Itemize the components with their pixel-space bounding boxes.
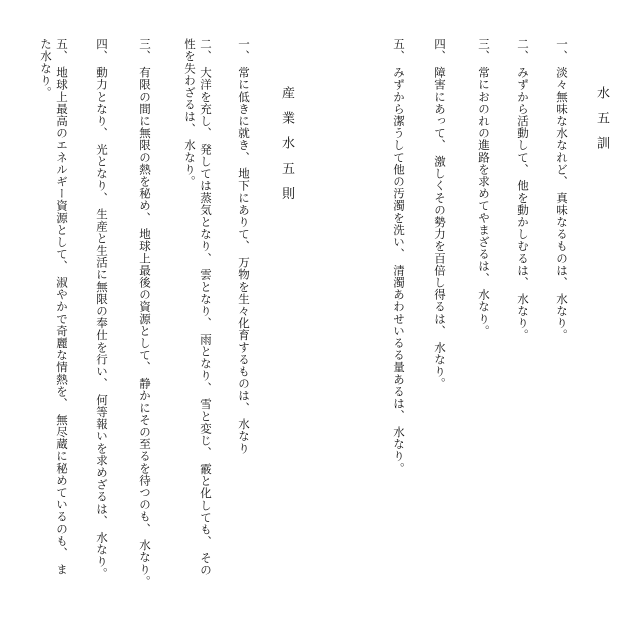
section1-item-5: 五、 みずから潔うして他の汚濁を洗い、 清濁あわせいるる量あるは、 水なり。	[392, 38, 406, 475]
section2-item-4: 四、 動力となり、 光となり、 生産と生活に無限の奉仕を行い、 何等報いを求めざるは、 水なり。	[95, 38, 109, 580]
section2-item-1: 一、 常に低きに就き、 地下にありて、 万物を生々化育するものは、 水なり	[237, 38, 251, 455]
section1-item-1: 一、 淡々無味な水なれど、 真味なるものは、 水なり。	[555, 38, 569, 342]
section2-title: 産 業 水 五 則	[279, 86, 294, 204]
section1-item-2: 二、 みずから活動して、 他を動かしむるは、 水なり。	[516, 38, 530, 342]
section2-item-2: 二、 大洋を充し、 発しては蒸気となり、 雲となり、 雨となり、 雪と変じ、 霰と化しても、 その性を失わざるは、 水なり。	[183, 38, 213, 576]
section1-title: 水 五 訓	[594, 86, 609, 154]
section1-item-4: 四、 障害にあって、 激しくその勢力を百倍し得るは、 水なり。	[433, 38, 447, 390]
section2-item-3: 三、 有限の間に無限の熱を秘め、 地球上最後の資源として、 静かにその至るを待つのも、 水なり。	[138, 38, 152, 588]
section2-item-5: 五、 地球上最高のエネルギー資源として、 淑やかで奇麗な情熱を、 無尽蔵に秘めているのも、 また水なり。	[39, 38, 69, 576]
section1-item-3: 三、 常におのれの進路を求めてやまざるは、 水なり。	[477, 38, 491, 337]
